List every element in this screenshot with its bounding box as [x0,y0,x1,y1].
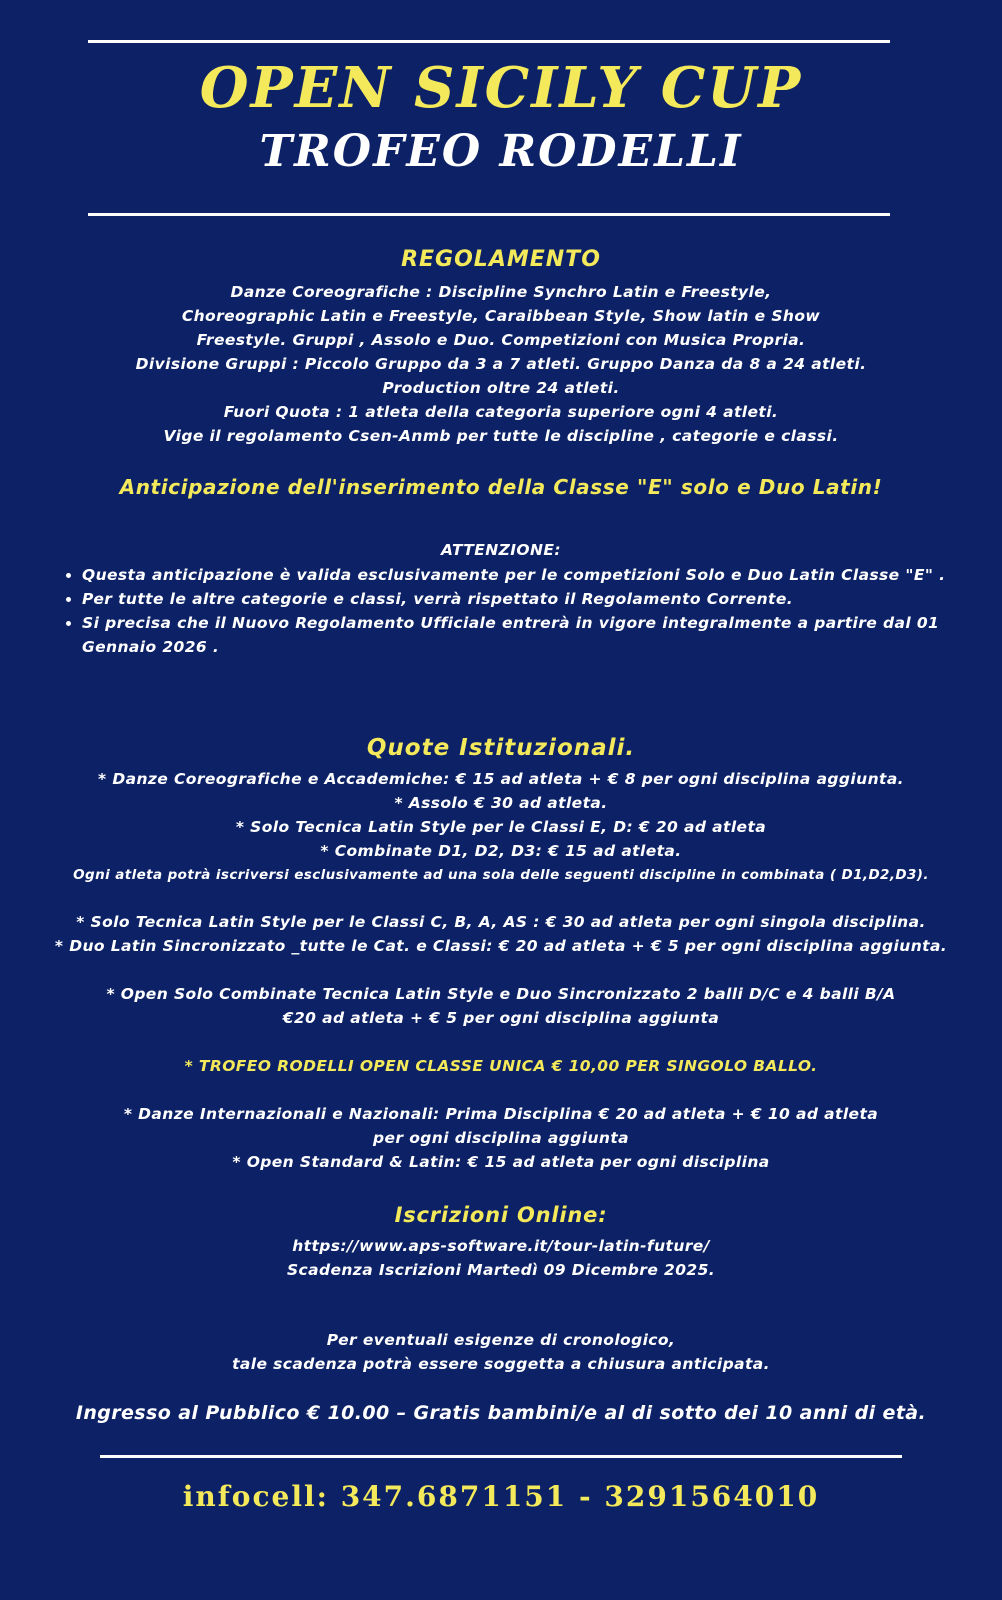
quote-line: * Assolo € 30 ad atleta. [394,794,608,812]
contact-phones: infocell: 347.6871151 - 3291564010 [182,1480,820,1513]
bottom-divider [100,1455,902,1458]
regolamento-line: Choreographic Latin e Freestyle, Caraibbean Style, Show latin e Show [181,307,821,325]
quote-line: * Open Standard & Latin: € 15 ad atleta per ogni disciplina [232,1153,770,1171]
cronologico-line: Per eventuali esigenze di cronologico, [326,1331,676,1349]
attenzione-item: • Per tutte le altre categorie e classi, verrà rispettato il Regolamento Corrente. [82,587,992,611]
quote-line: * Danze Internazionali e Nazionali: Prima Disciplina € 20 ad atleta + € 10 ad atleta [123,1105,879,1123]
regolamento-line: Vige il regolamento Csen-Anmb per tutte le discipline , categorie e classi. [163,427,839,445]
iscrizioni-heading: Iscrizioni Online: [394,1203,608,1227]
quote-heading: Quote Istituzionali. [366,735,636,761]
quote-line: * Solo Tecnica Latin Style per le Classi E, D: € 20 ad atleta [235,818,767,836]
iscrizioni-url[interactable]: https://www.aps-software.it/tour-latin-future/ [292,1237,710,1255]
attenzione-item: • Questa anticipazione è valida esclusivamente per le competizioni Solo e Duo Latin Classe "E" . [82,563,992,587]
quote-line: * Combinate D1, D2, D3: € 15 ad atleta. [320,842,682,860]
anticipazione-banner: Anticipazione dell'inserimento della Classe "E" solo e Duo Latin! [119,475,883,499]
event-title: OPEN SICILY CUP [199,55,803,121]
top-divider [88,40,890,43]
quote-line: * Danze Coreografiche e Accademiche: € 15 ad atleta + € 8 per ogni disciplina aggiunta. [98,770,904,788]
quote-line: per ogni disciplina aggiunta [373,1129,629,1147]
quote-line: €20 ad atleta + € 5 per ogni disciplina aggiunta [282,1009,720,1027]
regolamento-line: Production oltre 24 atleti. [382,379,620,397]
quote-line: * Duo Latin Sincronizzato _tutte le Cat. e Classi: € 20 ad atleta + € 5 per ogni disciplina aggiunta. [54,937,948,955]
ingresso-line: Ingresso al Pubblico € 10.00 – Gratis bambini/e al di sotto dei 10 anni di età. [75,1402,927,1424]
regolamento-line: Divisione Gruppi : Piccolo Gruppo da 3 a 7 atleti. Gruppo Danza da 8 a 24 atleti. [135,355,867,373]
cronologico-line: tale scadenza potrà essere soggetta a chiusura anticipata. [232,1355,770,1373]
attenzione-heading: ATTENZIONE: [441,541,561,559]
trofeo-line: * TROFEO RODELLI OPEN CLASSE UNICA € 10,00 PER SINGOLO BALLO. [184,1057,818,1075]
attenzione-item: • Si precisa che il Nuovo Regolamento Ufficiale entrerà in vigore integralmente a partire dal 01 Gennaio 2026 . [82,611,992,659]
regolamento-heading: REGOLAMENTO [401,247,601,272]
iscrizioni-deadline: Scadenza Iscrizioni Martedì 09 Dicembre 2025. [286,1261,716,1279]
quote-line: * Open Solo Combinate Tecnica Latin Style e Duo Sincronizzato 2 balli D/C e 4 balli B/A [106,985,896,1003]
regolamento-line: Danze Coreografiche : Discipline Synchro Latin e Freestyle, [230,283,772,301]
header-divider [88,213,890,216]
regolamento-line: Fuori Quota : 1 atleta della categoria superiore ogni 4 atleti. [223,403,779,421]
attenzione-list [62,563,992,659]
quote-line: * Solo Tecnica Latin Style per le Classi C, B, A, AS : € 30 ad atleta per ogni singola disciplina. [76,913,926,931]
quote-note: Ogni atleta potrà iscriversi esclusivamente ad una sola delle seguenti discipline in combinata ( D1,D2,D3). [73,867,929,883]
event-subtitle: TROFEO RODELLI [259,126,743,177]
regolamento-line: Freestyle. Gruppi , Assolo e Duo. Competizioni con Musica Propria. [196,331,806,349]
